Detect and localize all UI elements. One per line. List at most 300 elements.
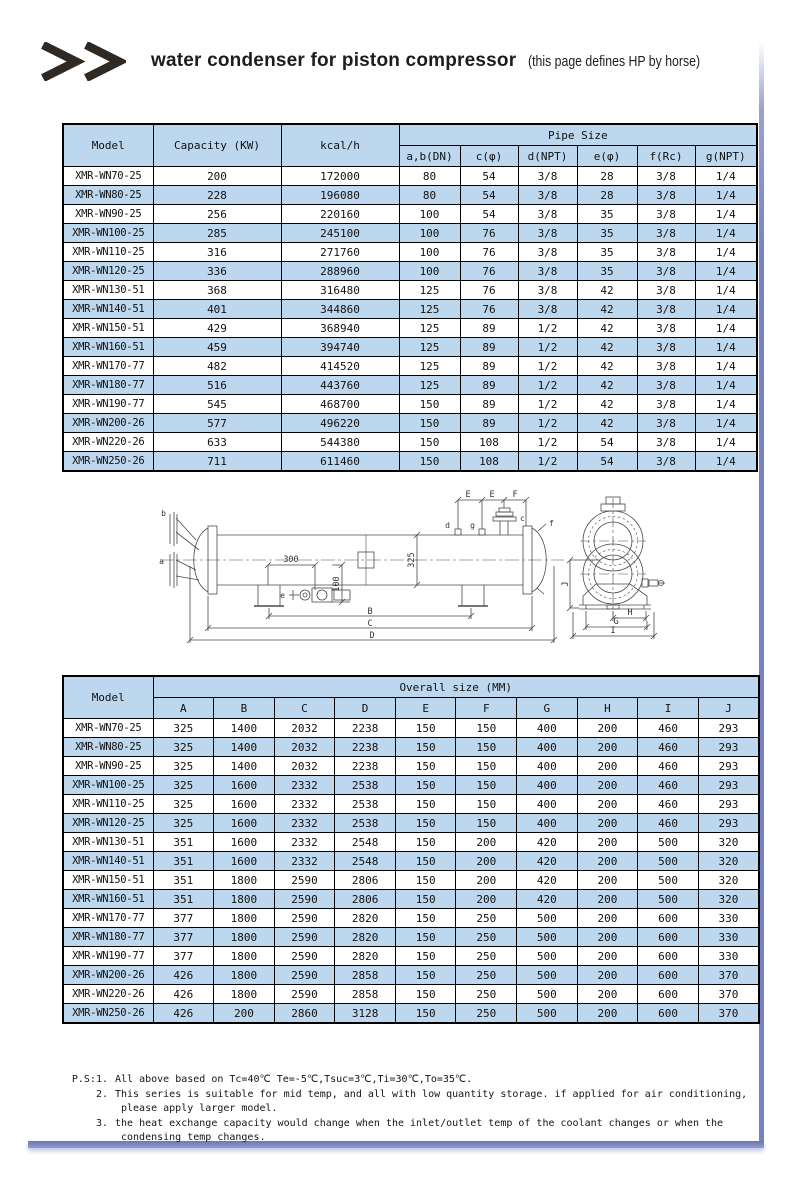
model-cell: XMR-WN120-25 xyxy=(63,814,153,833)
table-row xyxy=(63,262,757,281)
table-row xyxy=(63,757,759,776)
table-row xyxy=(63,281,757,300)
value-cell: 125 xyxy=(399,338,460,357)
value-cell: 426 xyxy=(153,1004,214,1024)
page-header xyxy=(151,50,738,72)
value-cell: 2332 xyxy=(274,776,335,795)
value-cell: 89 xyxy=(460,357,518,376)
value-cell: 377 xyxy=(153,928,214,947)
value-cell: 351 xyxy=(153,890,214,909)
value-cell: 2806 xyxy=(335,871,396,890)
value-cell: 1600 xyxy=(214,852,275,871)
value-cell: 3/8 xyxy=(637,167,695,186)
value-cell: 150 xyxy=(456,795,517,814)
value-cell: 1/2 xyxy=(518,395,577,414)
dim-label-F: F xyxy=(512,490,518,500)
value-cell: 3/8 xyxy=(518,167,577,186)
value-cell: 89 xyxy=(460,414,518,433)
model-cell: XMR-WN190-77 xyxy=(63,395,153,414)
value-cell: 2032 xyxy=(274,738,335,757)
value-cell: 577 xyxy=(153,414,281,433)
table-row xyxy=(63,224,757,243)
value-cell: 325 xyxy=(153,719,214,738)
column-header-model: Model xyxy=(63,124,153,167)
model-cell: XMR-WN180-77 xyxy=(63,928,153,947)
table-row xyxy=(63,186,757,205)
dim-label-325: 325 xyxy=(407,552,417,568)
footnote xyxy=(62,1117,747,1146)
footnote-number: 2. xyxy=(95,1088,108,1100)
footnote-number: 3. xyxy=(95,1117,108,1129)
port-label-g: g xyxy=(470,521,475,530)
model-cell: XMR-WN150-51 xyxy=(63,319,153,338)
value-cell: 2332 xyxy=(274,795,335,814)
value-cell: 3128 xyxy=(335,1004,396,1024)
value-cell: 1800 xyxy=(214,909,275,928)
dim-label-J: J xyxy=(561,581,571,587)
table-row xyxy=(63,814,759,833)
condenser-technical-drawing xyxy=(130,476,770,668)
value-cell: 3/8 xyxy=(637,205,695,224)
table-subheader-row xyxy=(63,698,759,719)
value-cell: 200 xyxy=(577,719,638,738)
value-cell: 250 xyxy=(456,928,517,947)
value-cell: 3/8 xyxy=(518,186,577,205)
value-cell: 293 xyxy=(698,757,759,776)
column-header-dim: E xyxy=(395,698,456,719)
table-header-row xyxy=(63,676,759,698)
column-header-dim: G xyxy=(517,698,578,719)
model-cell: XMR-WN80-25 xyxy=(63,738,153,757)
value-cell: 377 xyxy=(153,947,214,966)
dim-label-I: I xyxy=(610,626,616,636)
value-cell: 2806 xyxy=(335,890,396,909)
footnote-number: P.S:1. xyxy=(71,1074,108,1085)
value-cell: 150 xyxy=(395,890,456,909)
model-cell: XMR-WN150-51 xyxy=(63,871,153,890)
value-cell: 200 xyxy=(577,814,638,833)
column-header-pipe: c(φ) xyxy=(460,146,518,167)
value-cell: 150 xyxy=(456,814,517,833)
value-cell: 351 xyxy=(153,852,214,871)
model-cell: XMR-WN100-25 xyxy=(63,776,153,795)
value-cell: 459 xyxy=(153,338,281,357)
value-cell: 3/8 xyxy=(637,319,695,338)
value-cell: 500 xyxy=(517,1004,578,1024)
value-cell: 89 xyxy=(460,319,518,338)
model-cell: XMR-WN160-51 xyxy=(63,890,153,909)
column-group-pipe-size: Pipe Size xyxy=(399,124,757,146)
table-row xyxy=(63,205,757,224)
value-cell: 2332 xyxy=(274,814,335,833)
value-cell: 496220 xyxy=(281,414,399,433)
value-cell: 400 xyxy=(517,814,578,833)
value-cell: 228 xyxy=(153,186,281,205)
value-cell: 250 xyxy=(456,966,517,985)
value-cell: 150 xyxy=(456,719,517,738)
value-cell: 250 xyxy=(456,985,517,1004)
value-cell: 1/4 xyxy=(695,338,757,357)
value-cell: 42 xyxy=(577,281,637,300)
value-cell: 2820 xyxy=(335,947,396,966)
column-header-dim: F xyxy=(456,698,517,719)
value-cell: 2238 xyxy=(335,757,396,776)
footnote xyxy=(62,1073,747,1088)
value-cell: 2548 xyxy=(335,833,396,852)
footnote-text: the heat exchange capacity would change when the inlet/outlet temp of the coolant changes or when the xyxy=(115,1117,724,1129)
port-label-e: e xyxy=(280,591,285,600)
table-row xyxy=(63,376,757,395)
value-cell: 1/2 xyxy=(518,357,577,376)
value-cell: 600 xyxy=(638,947,699,966)
value-cell: 293 xyxy=(698,814,759,833)
value-cell: 420 xyxy=(517,871,578,890)
value-cell: 330 xyxy=(698,928,759,947)
value-cell: 200 xyxy=(456,833,517,852)
value-cell: 3/8 xyxy=(637,452,695,472)
value-cell: 2590 xyxy=(274,890,335,909)
value-cell: 351 xyxy=(153,833,214,852)
value-cell: 330 xyxy=(698,909,759,928)
value-cell: 320 xyxy=(698,890,759,909)
table-row xyxy=(63,738,759,757)
value-cell: 200 xyxy=(214,1004,275,1024)
value-cell: 200 xyxy=(577,776,638,795)
value-cell: 2032 xyxy=(274,719,335,738)
table-row xyxy=(63,985,759,1004)
dim-label-C: C xyxy=(367,619,373,629)
value-cell: 2590 xyxy=(274,985,335,1004)
value-cell: 54 xyxy=(460,186,518,205)
model-cell: XMR-WN70-25 xyxy=(63,167,153,186)
value-cell: 35 xyxy=(577,262,637,281)
value-cell: 200 xyxy=(577,833,638,852)
value-cell: 460 xyxy=(638,757,699,776)
value-cell: 600 xyxy=(638,985,699,1004)
value-cell: 150 xyxy=(395,871,456,890)
value-cell: 600 xyxy=(638,909,699,928)
value-cell: 150 xyxy=(399,433,460,452)
value-cell: 42 xyxy=(577,300,637,319)
footnote xyxy=(62,1088,747,1117)
value-cell: 150 xyxy=(395,852,456,871)
value-cell: 256 xyxy=(153,205,281,224)
value-cell: 325 xyxy=(153,814,214,833)
value-cell: 2238 xyxy=(335,738,396,757)
value-cell: 150 xyxy=(395,776,456,795)
value-cell: 320 xyxy=(698,852,759,871)
model-cell: XMR-WN110-25 xyxy=(63,795,153,814)
page-title: water condenser for piston compressor xyxy=(151,50,517,71)
value-cell: 1600 xyxy=(214,795,275,814)
value-cell: 1/4 xyxy=(695,167,757,186)
value-cell: 368940 xyxy=(281,319,399,338)
column-group-overall-size: Overall size (MM) xyxy=(153,676,759,698)
value-cell: 3/8 xyxy=(518,243,577,262)
value-cell: 3/8 xyxy=(637,433,695,452)
value-cell: 150 xyxy=(395,738,456,757)
value-cell: 3/8 xyxy=(637,262,695,281)
value-cell: 100 xyxy=(399,243,460,262)
value-cell: 1600 xyxy=(214,814,275,833)
column-header-dim: D xyxy=(335,698,396,719)
value-cell: 200 xyxy=(456,871,517,890)
value-cell: 2032 xyxy=(274,757,335,776)
value-cell: 245100 xyxy=(281,224,399,243)
value-cell: 500 xyxy=(517,985,578,1004)
value-cell: 2538 xyxy=(335,795,396,814)
value-cell: 443760 xyxy=(281,376,399,395)
table-row xyxy=(63,928,759,947)
value-cell: 320 xyxy=(698,833,759,852)
value-cell: 420 xyxy=(517,852,578,871)
value-cell: 633 xyxy=(153,433,281,452)
value-cell: 54 xyxy=(460,167,518,186)
table-row xyxy=(63,243,757,262)
value-cell: 1/4 xyxy=(695,414,757,433)
value-cell: 325 xyxy=(153,757,214,776)
value-cell: 1/4 xyxy=(695,433,757,452)
value-cell: 125 xyxy=(399,300,460,319)
value-cell: 468700 xyxy=(281,395,399,414)
model-cell: XMR-WN140-51 xyxy=(63,300,153,319)
value-cell: 3/8 xyxy=(637,395,695,414)
value-cell: 293 xyxy=(698,776,759,795)
value-cell: 1800 xyxy=(214,966,275,985)
model-cell: XMR-WN170-77 xyxy=(63,909,153,928)
model-cell: XMR-WN110-25 xyxy=(63,243,153,262)
value-cell: 28 xyxy=(577,186,637,205)
model-cell: XMR-WN180-77 xyxy=(63,376,153,395)
table-row xyxy=(63,395,757,414)
value-cell: 414520 xyxy=(281,357,399,376)
value-cell: 325 xyxy=(153,776,214,795)
value-cell: 1400 xyxy=(214,719,275,738)
value-cell: 200 xyxy=(577,947,638,966)
model-cell: XMR-WN220-26 xyxy=(63,985,153,1004)
value-cell: 1800 xyxy=(214,871,275,890)
value-cell: 711 xyxy=(153,452,281,472)
value-cell: 293 xyxy=(698,719,759,738)
model-cell: XMR-WN130-51 xyxy=(63,281,153,300)
value-cell: 125 xyxy=(399,319,460,338)
value-cell: 42 xyxy=(577,319,637,338)
table-row xyxy=(63,1004,759,1024)
value-cell: 460 xyxy=(638,738,699,757)
value-cell: 200 xyxy=(577,890,638,909)
model-cell: XMR-WN200-26 xyxy=(63,414,153,433)
port-label-f: f xyxy=(549,519,554,528)
value-cell: 370 xyxy=(698,1004,759,1024)
value-cell: 460 xyxy=(638,776,699,795)
table-row xyxy=(63,795,759,814)
value-cell: 3/8 xyxy=(637,281,695,300)
table-header-row xyxy=(63,124,757,146)
value-cell: 250 xyxy=(456,947,517,966)
value-cell: 1/2 xyxy=(518,433,577,452)
table-row xyxy=(63,433,757,452)
dim-label-300: 300 xyxy=(283,555,299,565)
table-row xyxy=(63,719,759,738)
value-cell: 76 xyxy=(460,243,518,262)
value-cell: 35 xyxy=(577,205,637,224)
table-row xyxy=(63,319,757,338)
value-cell: 336 xyxy=(153,262,281,281)
value-cell: 150 xyxy=(395,757,456,776)
model-cell: XMR-WN250-26 xyxy=(63,1004,153,1024)
value-cell: 368 xyxy=(153,281,281,300)
footnote-text: All above based on Tc=40℃ Te=-5℃,Tsuc=3℃,Ti=30℃,To=35℃. xyxy=(115,1074,473,1085)
value-cell: 89 xyxy=(460,376,518,395)
value-cell: 271760 xyxy=(281,243,399,262)
table-row xyxy=(63,776,759,795)
dim-label-E2: E xyxy=(489,490,495,500)
value-cell: 460 xyxy=(638,719,699,738)
value-cell: 500 xyxy=(517,966,578,985)
value-cell: 1/4 xyxy=(695,452,757,472)
value-cell: 3/8 xyxy=(518,300,577,319)
value-cell: 125 xyxy=(399,357,460,376)
value-cell: 316480 xyxy=(281,281,399,300)
value-cell: 1800 xyxy=(214,985,275,1004)
value-cell: 1/4 xyxy=(695,243,757,262)
value-cell: 1/4 xyxy=(695,205,757,224)
value-cell: 611460 xyxy=(281,452,399,472)
value-cell: 3/8 xyxy=(518,281,577,300)
double-chevron-logo-icon xyxy=(40,42,126,81)
value-cell: 400 xyxy=(517,776,578,795)
value-cell: 3/8 xyxy=(518,224,577,243)
value-cell: 42 xyxy=(577,376,637,395)
value-cell: 150 xyxy=(399,452,460,472)
model-cell: XMR-WN250-26 xyxy=(63,452,153,472)
value-cell: 2860 xyxy=(274,1004,335,1024)
value-cell: 200 xyxy=(577,738,638,757)
table-row xyxy=(63,300,757,319)
value-cell: 2238 xyxy=(335,719,396,738)
value-cell: 125 xyxy=(399,281,460,300)
table-row xyxy=(63,452,757,472)
value-cell: 1600 xyxy=(214,833,275,852)
value-cell: 351 xyxy=(153,871,214,890)
value-cell: 420 xyxy=(517,890,578,909)
column-header-capacity: Capacity (KW) xyxy=(153,124,281,167)
value-cell: 600 xyxy=(638,928,699,947)
value-cell: 150 xyxy=(395,719,456,738)
value-cell: 150 xyxy=(456,757,517,776)
value-cell: 516 xyxy=(153,376,281,395)
value-cell: 293 xyxy=(698,795,759,814)
column-header-pipe: f(Rc) xyxy=(637,146,695,167)
footnote-text: condensing temp changes. xyxy=(121,1132,266,1143)
table-row xyxy=(63,338,757,357)
table-row xyxy=(63,890,759,909)
value-cell: 1/4 xyxy=(695,395,757,414)
value-cell: 3/8 xyxy=(637,414,695,433)
value-cell: 400 xyxy=(517,795,578,814)
value-cell: 200 xyxy=(577,1004,638,1024)
value-cell: 172000 xyxy=(281,167,399,186)
value-cell: 285 xyxy=(153,224,281,243)
value-cell: 1600 xyxy=(214,776,275,795)
value-cell: 2820 xyxy=(335,928,396,947)
value-cell: 1800 xyxy=(214,947,275,966)
value-cell: 1/4 xyxy=(695,281,757,300)
value-cell: 500 xyxy=(638,890,699,909)
table-row xyxy=(63,414,757,433)
model-cell: XMR-WN130-51 xyxy=(63,833,153,852)
value-cell: 426 xyxy=(153,966,214,985)
value-cell: 1/2 xyxy=(518,452,577,472)
model-cell: XMR-WN90-25 xyxy=(63,205,153,224)
value-cell: 2332 xyxy=(274,852,335,871)
value-cell: 1400 xyxy=(214,757,275,776)
dim-label-G: G xyxy=(613,617,619,627)
column-header-pipe: a,b(DN) xyxy=(399,146,460,167)
value-cell: 325 xyxy=(153,795,214,814)
value-cell: 42 xyxy=(577,414,637,433)
value-cell: 200 xyxy=(456,890,517,909)
value-cell: 3/8 xyxy=(637,300,695,319)
pipe-size-table xyxy=(62,123,758,472)
value-cell: 150 xyxy=(395,795,456,814)
table-row xyxy=(63,833,759,852)
value-cell: 150 xyxy=(395,947,456,966)
footnotes xyxy=(62,1073,747,1146)
value-cell: 220160 xyxy=(281,205,399,224)
value-cell: 196080 xyxy=(281,186,399,205)
value-cell: 600 xyxy=(638,966,699,985)
value-cell: 150 xyxy=(395,966,456,985)
value-cell: 200 xyxy=(577,795,638,814)
value-cell: 150 xyxy=(395,1004,456,1024)
table-row xyxy=(63,167,757,186)
table-row xyxy=(63,966,759,985)
value-cell: 200 xyxy=(153,167,281,186)
value-cell: 200 xyxy=(577,909,638,928)
port-label-b: b xyxy=(161,509,166,518)
model-cell: XMR-WN80-25 xyxy=(63,186,153,205)
value-cell: 108 xyxy=(460,452,518,472)
value-cell: 35 xyxy=(577,243,637,262)
value-cell: 76 xyxy=(460,281,518,300)
model-cell: XMR-WN170-77 xyxy=(63,357,153,376)
value-cell: 1/2 xyxy=(518,319,577,338)
value-cell: 108 xyxy=(460,433,518,452)
value-cell: 1/4 xyxy=(695,319,757,338)
value-cell: 2858 xyxy=(335,966,396,985)
value-cell: 42 xyxy=(577,395,637,414)
value-cell: 500 xyxy=(638,833,699,852)
value-cell: 370 xyxy=(698,985,759,1004)
value-cell: 2590 xyxy=(274,909,335,928)
value-cell: 320 xyxy=(698,871,759,890)
value-cell: 426 xyxy=(153,985,214,1004)
port-label-d: d xyxy=(445,521,450,530)
value-cell: 2590 xyxy=(274,947,335,966)
value-cell: 420 xyxy=(517,833,578,852)
model-cell: XMR-WN90-25 xyxy=(63,757,153,776)
column-header-kcal: kcal/h xyxy=(281,124,399,167)
value-cell: 545 xyxy=(153,395,281,414)
value-cell: 200 xyxy=(577,871,638,890)
value-cell: 400 xyxy=(517,738,578,757)
value-cell: 250 xyxy=(456,909,517,928)
value-cell: 2590 xyxy=(274,871,335,890)
value-cell: 150 xyxy=(395,814,456,833)
value-cell: 200 xyxy=(456,852,517,871)
value-cell: 54 xyxy=(460,205,518,224)
